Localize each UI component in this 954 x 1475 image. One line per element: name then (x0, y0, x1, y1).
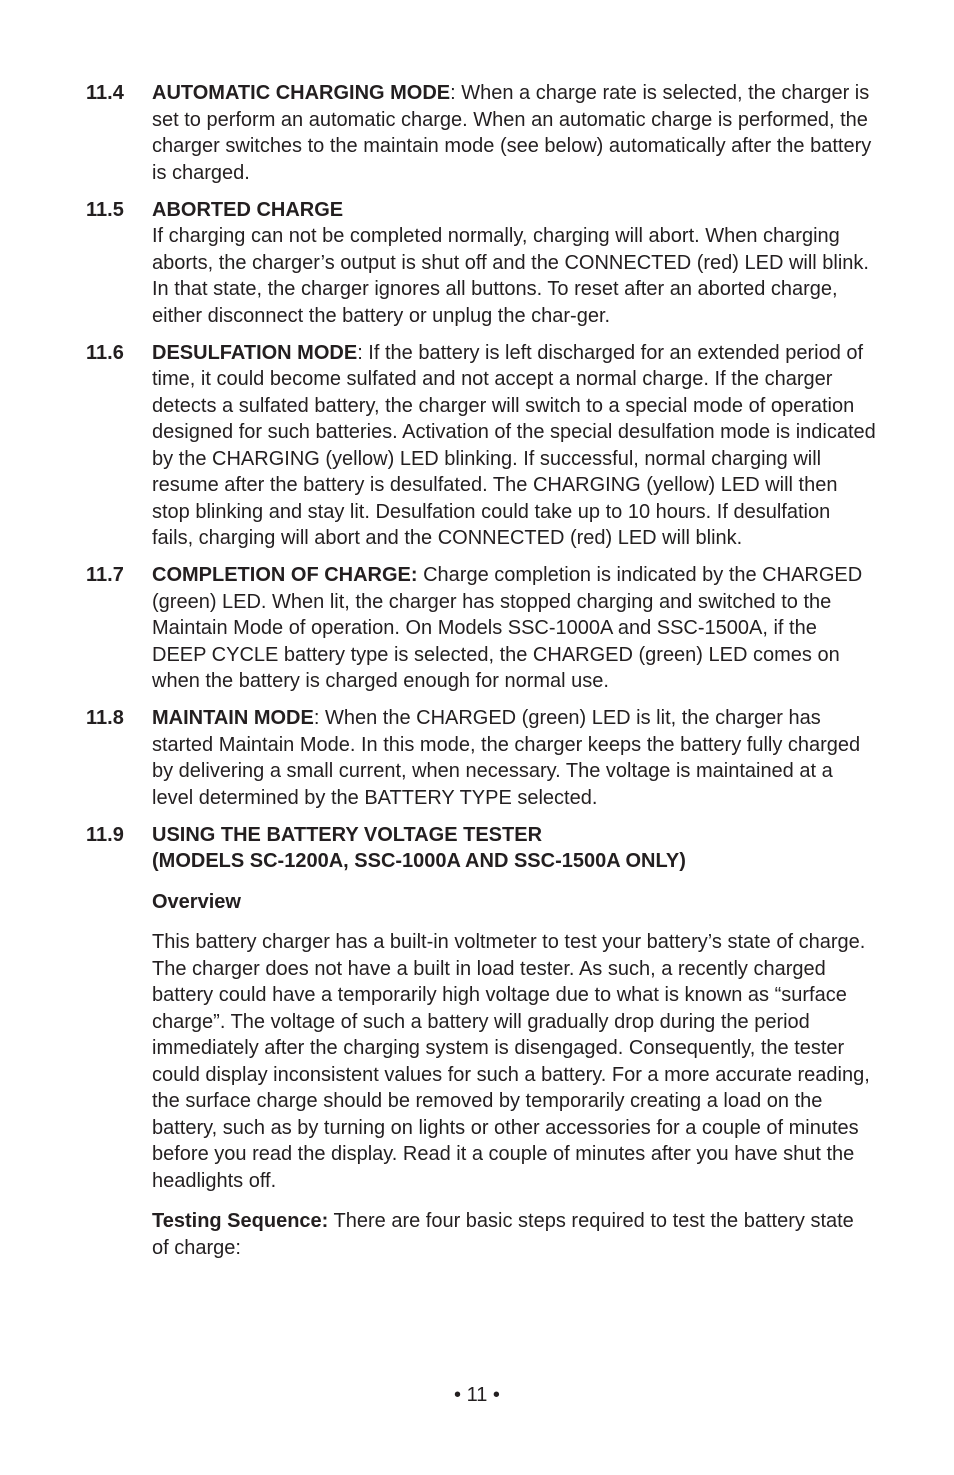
section-title: COMPLETION OF CHARGE: (152, 564, 418, 586)
section-text: : When the CHARGED (green) LED is lit, the charger has started Maintain Mode. In this mode, the charger keeps the battery fully charged by delivering a small current, when necessary. The voltage is maintained at a level determined by the BATTERY TYPE selected. (152, 707, 861, 809)
testing-sequence (152, 1208, 876, 1261)
section-title-line-2: (MODELS SC-1200A, SSC-1000A AND SSC-1500A ONLY) (152, 850, 686, 872)
overview-text: This battery charger has a built-in voltmeter to test your battery’s state of charge. The charger does not have a built in load tester. As such, a recently charged battery could have a temporarily high voltage due to what is known as “surface charge”. The voltage of such a battery will gradually drop during the period immediately after the charging system is disengaged. Consequently, the tester could display inconsistent values for such a battery. For a more accurate reading, the surface charge should be removed by temporarily creating a load on the battery, such as by turning on lights or other accessories for a couple of minutes before you read the display. Read it a couple of minutes after you have shut the headlights off. (152, 931, 870, 1192)
section-body (152, 80, 876, 186)
section-number: 11.6 (86, 341, 124, 364)
section-text: Charge completion is indicated by the CHARGED (green) LED. When lit, the charger has stopped charging and switched to the Maintain Mode of operation. On Models SSC-1000A and SSC-1500A, if the DEEP CYCLE battery type is selected, the CHARGED (green) LED comes on when the battery is charged enough for normal use. (152, 564, 863, 692)
section-body (152, 340, 876, 552)
section-title-line-1: USING THE BATTERY VOLTAGE TESTER (152, 823, 543, 846)
section-body (152, 822, 876, 1262)
section-number: 11.7 (86, 564, 124, 586)
section-text: If charging can not be completed normally, charging will abort. When charging aborts, the charger’s output is shut off and the CONNECTED (red) LED will blink. In that state, the charger ignores all buttons. To reset after an aborted charge, either disconnect the battery or unplug the char-ger. (152, 225, 869, 327)
section-number: 11.9 (86, 823, 124, 846)
section-body (152, 197, 876, 330)
section-title: ABORTED CHARGE (152, 198, 344, 221)
page-number: • 11 • (454, 1384, 500, 1406)
section-body (152, 562, 876, 695)
section-title: AUTOMATIC CHARGING MODE (152, 82, 451, 104)
section-text: : If the battery is left discharged for an extended period of time, it could become sulfated and not accept a normal charge. If the charger detects a sulfated battery, the charger will switch to a special mode of operation designed for such batteries. Activation of the special desulfation mode is indicated by the CHARGING (yellow) LED blinking. If successful, normal charging will resume after the battery is desulfated. The CHARGING (yellow) LED will then stop blinking and stay lit. Desulfation could take up to 10 hours. If desulfation fails, charging will abort and the CONNECTED (red) LED will blink. (152, 341, 876, 549)
section-11-5 (86, 197, 876, 330)
section-11-6 (86, 340, 876, 552)
section-11-4 (86, 80, 876, 186)
section-number: 11.5 (86, 198, 124, 221)
testing-sequence-label: Testing Sequence: (152, 1210, 329, 1232)
section-11-9 (86, 822, 876, 1262)
section-title: DESULFATION MODE (152, 341, 358, 364)
section-title: MAINTAIN MODE (152, 707, 314, 729)
section-number: 11.4 (86, 82, 124, 104)
section-body (152, 705, 876, 811)
overview-heading: Overview (152, 890, 241, 913)
section-11-7 (86, 562, 876, 695)
section-11-8 (86, 705, 876, 811)
testing-sequence-text: There are four basic steps required to test the battery state of charge: (152, 1210, 854, 1259)
section-text: : When a charge rate is selected, the charger is set to perform an automatic charge. When an automatic charge is performed, the charger switches to the maintain mode (see below) automatically after the battery is charged. (152, 82, 872, 184)
manual-page (86, 80, 876, 1261)
section-number: 11.8 (86, 707, 124, 729)
